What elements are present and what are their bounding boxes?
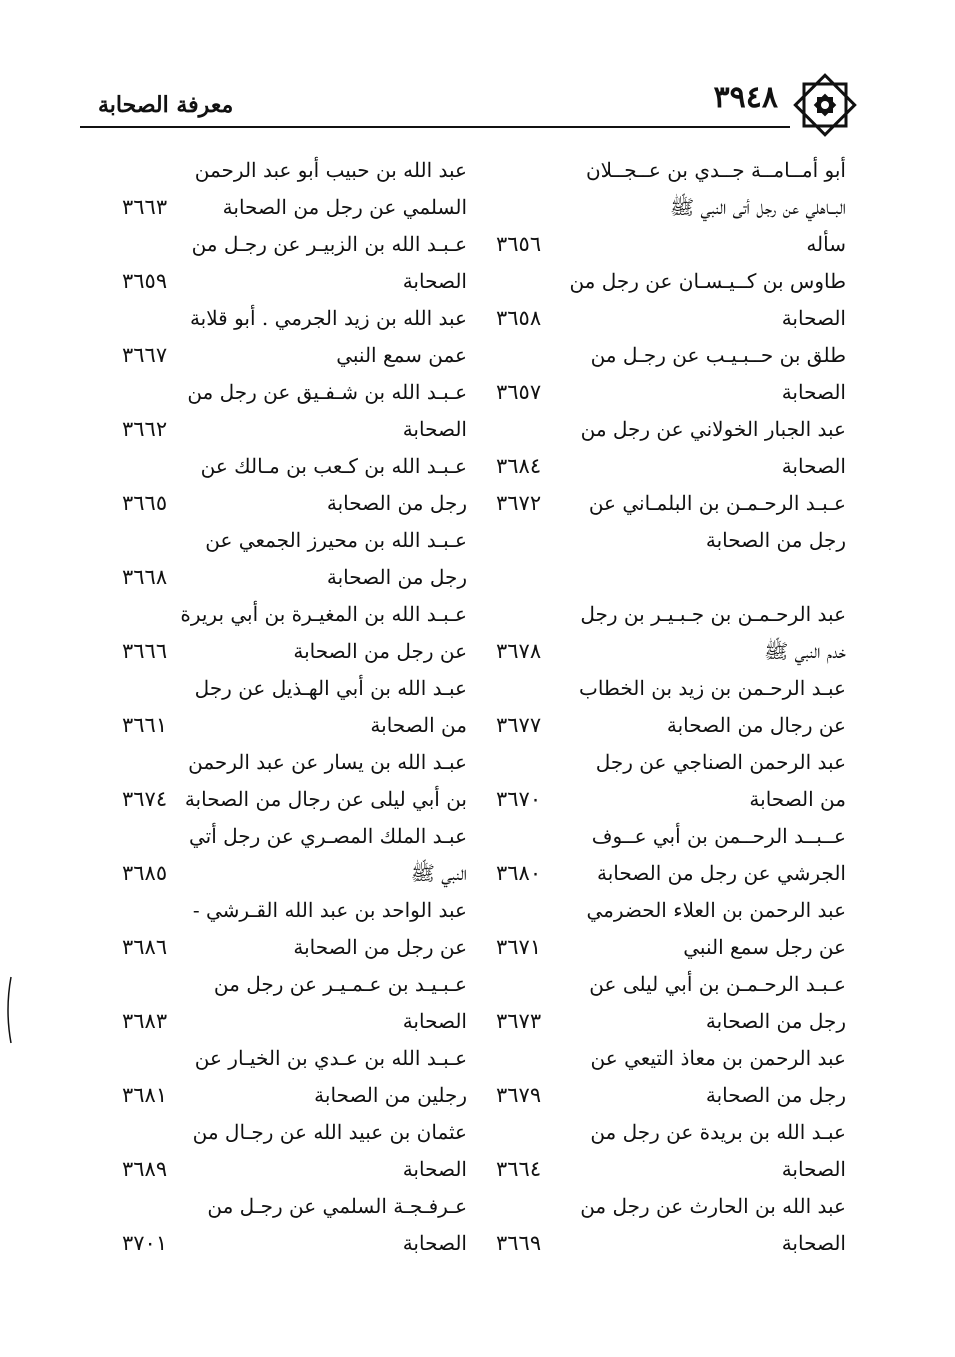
index-entry: [122, 1114, 467, 1188]
entry-name: طاوس بن كــيـسـان عن رجل من: [569, 269, 846, 293]
entry-name: عن رجل من الصحابة: [293, 935, 467, 959]
index-entry: [122, 966, 467, 1040]
entry-name: طلق بن حــبـيـب عن رجـل من: [590, 343, 846, 367]
entry-name: الصحابة: [781, 1231, 846, 1255]
entry-name: الجرشي عن رجل من الصحابة: [596, 861, 846, 885]
entry-name: عبـد الله بن أبي الهـذيل عن رجل: [194, 676, 467, 700]
entry-number: ٣٦٨٩: [122, 1157, 168, 1181]
entry-number: ٣٦٧٣: [496, 1009, 542, 1033]
index-entry: [122, 374, 467, 448]
entry-name: الصحابة: [781, 306, 846, 330]
entry-number: ٣٦٦٨: [122, 565, 168, 589]
entry-number: ٣٦٥٩: [122, 269, 168, 293]
entry-name: عبد الواحد بن عبد الله القـرشي -: [192, 898, 467, 922]
star-ornament-icon: [790, 70, 860, 140]
entry-name: عبد الله بن زيد الجرمي . أبو قلابة: [189, 306, 467, 330]
page-number: ٣٩٤٨: [713, 80, 778, 115]
entry-number: ٣٦٨٠: [496, 861, 542, 885]
entry-name: أبو أمــامــة جــدي بن عــجــلان: [585, 158, 846, 182]
entry-name: عبـد الرحـمن بن زيد بن الخطاب: [578, 676, 846, 700]
entry-name: عــبــد الرحــمن بن أبي عــوف: [591, 824, 846, 848]
entry-name: عـبـد الرحـمـن بن أبي ليلى عن: [589, 972, 846, 996]
entry-name: رجل من الصحابة: [705, 1083, 846, 1107]
entry-number: ٣٦٥٨: [496, 306, 542, 330]
index-entry: [122, 448, 467, 522]
entry-name: الصحابة: [781, 1157, 846, 1181]
entry-name: الصحابة: [402, 269, 467, 293]
entry-name: عـرفـجـة السلمي عن رجـل من: [207, 1194, 467, 1218]
index-entry: [122, 226, 467, 300]
entry-name: البــاهلي عن رجل أتى النبي ﷺ: [670, 195, 846, 219]
entry-name: عبـد الله بن بريدة عن رجل من: [590, 1120, 846, 1144]
entry-name: سأله: [806, 232, 846, 256]
index-entry: [122, 670, 467, 744]
index-entry: [496, 152, 846, 263]
entry-name: الصحابة: [402, 417, 467, 441]
index-entry: [496, 1083, 846, 1188]
entry-number: ٣٦٦٧: [122, 343, 168, 367]
index-entry: [496, 454, 846, 559]
index-column-left: [122, 152, 467, 1262]
index-entry: [122, 818, 467, 892]
entry-name: عـبـد الله بن كـعب بن مـالك عن: [200, 454, 467, 478]
entry-name: الصحابة: [402, 1009, 467, 1033]
entry-name: عن رجال من الصحابة: [666, 713, 846, 737]
entry-name: عبد الجبار الخولاني عن رجل من: [580, 417, 846, 441]
entry-name: من الصحابة: [749, 787, 846, 811]
entry-name: عـبـد الله بن الزبيـر عن رجـل من: [191, 232, 467, 256]
header-rule: [80, 126, 790, 128]
entry-number: ٣٦٧٢: [496, 491, 542, 515]
index-entry: [496, 380, 846, 485]
entry-number: ٣٦٧٩: [496, 1083, 542, 1107]
entry-number: ٣٦٦٢: [122, 417, 168, 441]
running-title: معرفة الصحابة: [98, 92, 234, 118]
entry-number: ٣٦٨٦: [122, 935, 168, 959]
entry-number: ٣٦٦٣: [122, 195, 168, 219]
entry-name: عـبـد الله بن محيرز الجمعي عن: [205, 528, 467, 552]
index-entry: [496, 1157, 846, 1262]
index-entry: [122, 300, 467, 374]
entry-name: الصحابة: [781, 380, 846, 404]
entry-number: ٣٦٦١: [122, 713, 168, 737]
margin-bracket-mark: [4, 975, 12, 1045]
entry-name: النبي ﷺ: [410, 861, 467, 885]
entry-name: عمن سمع النبي: [336, 343, 467, 367]
entry-name: رجل من الصحابة: [705, 1009, 846, 1033]
entry-number: ٣٦٥٧: [496, 380, 542, 404]
entry-name: عبد الرحمن بن العلاء الحضرمي: [586, 898, 846, 922]
entry-name: الصحابة: [402, 1231, 467, 1255]
entry-number: ٣٦٦٦: [122, 639, 168, 663]
entry-name: عـبـد الله بن شـفـيق عن رجل من: [187, 380, 467, 404]
entry-name: عبد الرحـمـن بن جـبـيـر بن رجل: [580, 602, 846, 626]
entry-number: ٣٧٠١: [122, 1231, 168, 1255]
entry-name: عـبـد الله بن المغيـرة بن أبي بريرة: [180, 602, 467, 626]
entry-name: رجل من الصحابة: [326, 565, 467, 589]
entry-number: ٣٦٧٤: [122, 787, 168, 811]
entry-number: ٣٦٧٨: [496, 639, 542, 663]
entry-number: ٣٦٧١: [496, 935, 542, 959]
entry-name: عن رجل سمع النبي: [683, 935, 846, 959]
entry-name: رجل من الصحابة: [705, 528, 846, 552]
entry-name: الصحابة: [781, 454, 846, 478]
entry-number: ٣٦٦٤: [496, 1157, 542, 1181]
entry-name: عبد الرحمن بن معاذ التيعي عن: [590, 1046, 846, 1070]
entry-name: الصحابة: [402, 1157, 467, 1181]
entry-name: بن أبي ليلى عن رجال من الصحابة: [184, 787, 467, 811]
entry-name: عـبـد الرحـمـن بن البلمـاني عن: [588, 491, 846, 515]
entry-name: عن رجل من الصحابة: [293, 639, 467, 663]
entry-name: السلمي عن رجل من الصحابة: [222, 195, 467, 219]
index-entry: [122, 1188, 467, 1262]
entry-name: عبد الله بن الحارث عن رجل من: [580, 1194, 846, 1218]
index-entry: [496, 1009, 846, 1114]
entry-number: ٣٦٨١: [122, 1083, 168, 1107]
entry-name: من الصحابة: [370, 713, 467, 737]
entry-number: ٣٦٨٤: [496, 454, 542, 478]
index-entry: [122, 744, 467, 818]
entry-name: عبـد الله بن يسار عن عبد الرحمن: [188, 750, 467, 774]
entry-name: عبد الله بن حبيب أبو عبد الرحمن: [194, 158, 467, 182]
index-entry: [496, 787, 846, 892]
entry-number: ٣٦٨٣: [122, 1009, 168, 1033]
entry-name: خدم النبي ﷺ: [764, 639, 846, 663]
entry-name: عـبـد الله بن عـدي بن الخيـار عن: [194, 1046, 467, 1070]
index-entry: [496, 306, 846, 411]
entry-number: ٣٦٨٥: [122, 861, 168, 885]
index-entry: [122, 1040, 467, 1114]
entry-name: رجل من الصحابة: [326, 491, 467, 515]
entry-number: ٣٦٧٧: [496, 713, 542, 737]
index-entry: [122, 522, 467, 596]
index-entry: [122, 596, 467, 670]
index-entry: [122, 152, 467, 226]
entry-name: عبـد الملك المصـري عن رجل أتي: [188, 824, 467, 848]
index-column-right: [496, 152, 846, 1262]
entry-number: ٣٦٧٠: [496, 787, 542, 811]
entry-number: ٣٦٦٩: [496, 1231, 542, 1255]
entry-number: ٣٦٥٦: [496, 232, 542, 256]
entry-name: عبد الرحمن الصناجي عن رجل: [595, 750, 846, 774]
entry-number: ٣٦٦٥: [122, 491, 168, 515]
entry-name: رجلين من الصحابة: [314, 1083, 467, 1107]
entry-name: عـبـيـد بن عـمـيـر عن رجل من: [213, 972, 467, 996]
index-entry: [122, 892, 467, 966]
page-header: [80, 70, 860, 130]
entry-name: عثمان بن عبيد الله عن رجـال من: [192, 1120, 467, 1144]
